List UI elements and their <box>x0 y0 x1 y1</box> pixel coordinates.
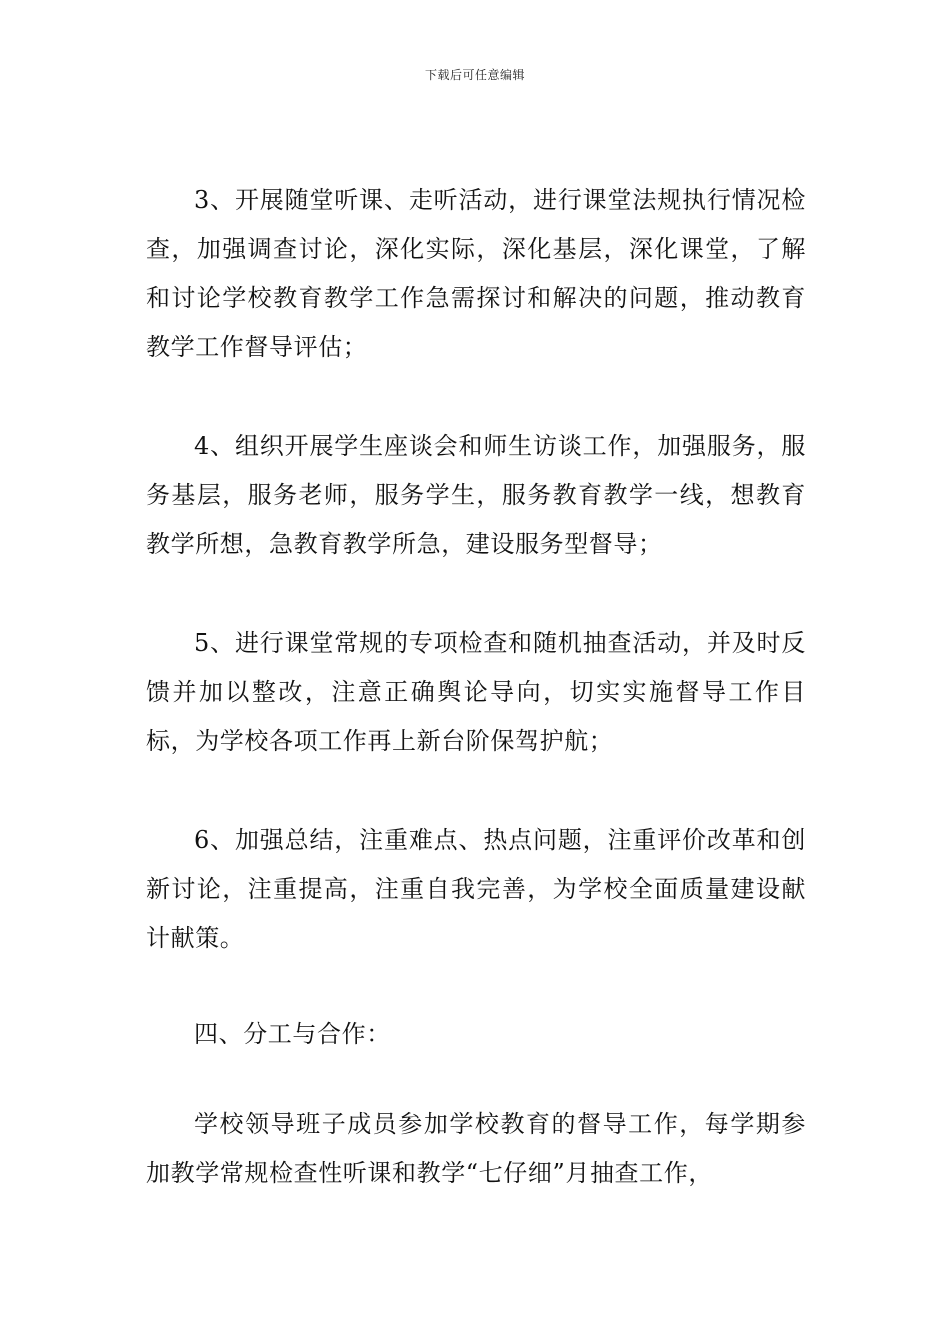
paragraph-item-3: 3、开展随堂听课、走听活动，进行课堂法规执行情况检查，加强调查讨论，深化实际，深化基层，深化课堂，了解和讨论学校教育教学工作急需探讨和解决的问题，推动教育教学工作督导评估； <box>146 186 806 361</box>
page-header-note: 下载后可任意编辑 <box>424 68 525 82</box>
paragraph-item-5: 5、进行课堂常规的专项检查和随机抽查活动，并及时反馈并加以整改，注意正确舆论导向，切实实施督导工作目标，为学校各项工作再上新台阶保驾护航； <box>146 629 806 755</box>
paragraph-spacer <box>146 1059 806 1100</box>
paragraph-spacer <box>146 963 806 1010</box>
paragraph-division-body: 学校领导班子成员参加学校教育的督导工作，每学期参加教学常规检查性听课和教学“七仔细”月抽查工作， <box>146 1110 806 1187</box>
paragraph-item-6: 6、加强总结，注重难点、热点问题，注重评价改革和创新讨论，注重提高，注重自我完善，为学校全面质量建设献计献策。 <box>146 826 806 952</box>
paragraph-item-4: 4、组织开展学生座谈会和师生访谈工作，加强服务，服务基层，服务老师，服务学生，服务教育教学一线，想教育教学所想，急教育教学所急，建设服务型督导； <box>146 432 806 558</box>
paragraph-spacer <box>146 766 806 816</box>
document-body <box>146 176 806 1198</box>
paragraph-spacer <box>146 372 806 422</box>
paragraph-spacer <box>146 569 806 619</box>
section-heading-division: 四、分工与合作： <box>194 1020 391 1048</box>
